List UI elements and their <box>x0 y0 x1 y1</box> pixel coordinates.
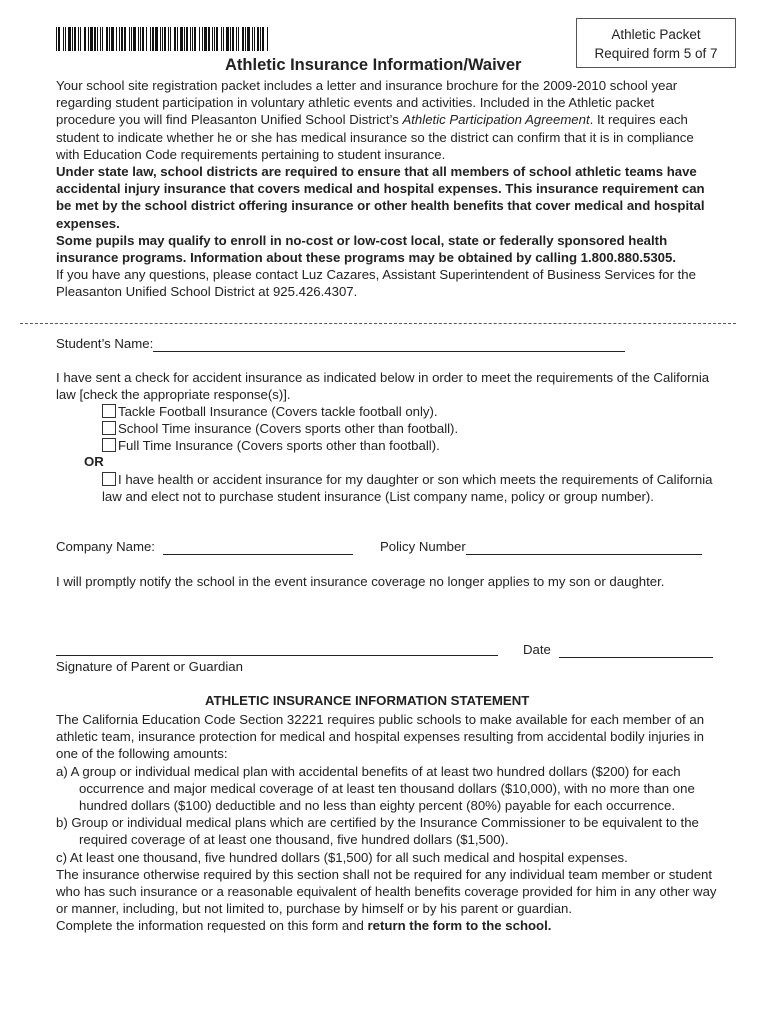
barcode-bar <box>260 27 261 51</box>
barcode-bar <box>267 27 268 51</box>
packet-line-1: Athletic Packet <box>611 27 701 42</box>
barcode-bar <box>121 27 123 51</box>
statement-item-b: b) Group or individual medical plans which are certified by the Insurance Commissioner to be equivalent to the required coverage of at least one thousand, five hundred dollars ($1,500). <box>56 815 699 848</box>
barcode-bar <box>194 27 196 51</box>
barcode-bar <box>164 27 166 51</box>
agreement-title: Athletic Participation Agreement <box>402 112 590 128</box>
barcode-bar <box>247 27 250 51</box>
barcode-bar <box>232 27 234 51</box>
option-tackle-football <box>102 403 438 420</box>
option-label: Tackle Football Insurance (Covers tackle football only). <box>118 404 438 419</box>
cut-line-divider <box>20 323 736 324</box>
statement-item-a: a) A group or individual medical plan with accidental benefits of at least two hundred dollars ($200) for each occurrence and major medical coverage of at least ten thousand dollars ($10,000), with no more than one hundred dollars ($100) deductible and no less than eighty percent (80%) payable for each occurrence. <box>56 763 695 814</box>
barcode-bar <box>65 27 66 51</box>
low-cost-paragraph: Some pupils may qualify to enroll in no-cost or low-cost local, state or federally sponsored health insurance programs. Information about these programs may be obtained by calling 1.800.880.5305. <box>56 232 677 266</box>
barcode-bar <box>186 27 188 51</box>
barcode-bar <box>214 27 215 51</box>
barcode-bar <box>254 27 255 51</box>
own-insurance-checkbox[interactable] <box>102 472 116 486</box>
date-row <box>523 642 713 658</box>
barcode-bar <box>190 27 191 51</box>
barcode-bar <box>58 27 60 51</box>
barcode-bar <box>152 27 154 51</box>
barcode-bar <box>97 27 98 51</box>
barcode-bar <box>109 27 110 51</box>
barcode-bar <box>192 27 193 51</box>
barcode-bar <box>78 27 79 51</box>
barcode-bar <box>245 27 246 51</box>
barcode-bar <box>202 27 203 51</box>
sent-check-text: I have sent a check for accident insurance as indicated below in order to meet the requirements of the California law [check the appropriate response(s)]. <box>56 370 710 403</box>
barcode-bar <box>212 27 213 51</box>
signature-label: Signature of Parent or Guardian <box>56 659 243 674</box>
company-name-field[interactable] <box>163 539 353 555</box>
intro-text-a: Your school site registration packet includes a letter and insurance brochure for the 2009-2010 school year regarding student participation in voluntary athletic events and activities. Included in the Athletic packet procedure you will find Pleasanton Unified School District’s <box>56 78 678 128</box>
barcode-bar <box>238 27 239 51</box>
barcode-bar <box>116 27 117 51</box>
intro-paragraph-1 <box>56 77 716 163</box>
barcode-bar <box>208 27 210 51</box>
statement-item-c: c) At least one thousand, five hundred dollars ($1,500) for all such medical and hospital expenses. <box>56 849 628 865</box>
statement-body <box>56 711 722 935</box>
page-title: Athletic Insurance Information/Waiver <box>225 56 522 74</box>
student-name-row <box>56 336 625 352</box>
barcode-bar <box>155 27 158 51</box>
barcode-bar <box>63 27 64 51</box>
barcode-bar <box>88 27 89 51</box>
barcode-bar <box>140 27 141 51</box>
barcode-bar <box>242 27 244 51</box>
barcode-bar <box>80 27 81 51</box>
barcode-bar <box>150 27 151 51</box>
barcode-bar <box>106 27 108 51</box>
packet-box <box>576 18 736 68</box>
state-law-paragraph: Under state law, school districts are required to ensure that all members of school athletic teams have accidental injury insurance that covers medical and hospital expenses. This insurance requirement can be met by the school district offering insurance or other health benefits that cover medical and hospital expenses. <box>56 164 705 231</box>
barcode-bar <box>133 27 136 51</box>
barcode-bar <box>236 27 237 51</box>
policy-number-label: Policy Number <box>380 539 466 554</box>
student-name-label: Student’s Name: <box>56 336 154 351</box>
tackle-football-checkbox[interactable] <box>102 404 116 418</box>
final-text: Complete the information requested on this form and <box>56 918 368 934</box>
barcode-bar <box>257 27 259 51</box>
company-name-row <box>56 539 353 555</box>
option-school-time <box>102 420 458 437</box>
barcode-bar <box>111 27 114 51</box>
intro-section <box>56 77 716 301</box>
contact-paragraph: If you have any questions, please contact Luz Cazares, Assistant Superintendent of Business Services for the Pleasanton Unified School District at 925.426.4307. <box>56 267 696 300</box>
barcode-bar <box>170 27 171 51</box>
signature-field[interactable] <box>56 641 498 656</box>
barcode-bar <box>94 27 96 51</box>
statement-closing: The insurance otherwise required by this section shall not be required for any individual team member or student who has such insurance or a reasonable equivalent of health benefits coverage provided for him in any other way or manner, including, but not limited to, purchase by himself or by his parent or guardian. <box>56 866 717 917</box>
barcode-bar <box>180 27 183 51</box>
barcode-bar <box>230 27 231 51</box>
barcode-bar <box>138 27 139 51</box>
packet-line-2: Required form 5 of 7 <box>594 46 718 61</box>
barcode-bar <box>221 27 222 51</box>
barcode-bar <box>102 27 103 51</box>
student-name-field[interactable] <box>153 336 625 352</box>
option-label: Full Time Insurance (Covers sports other than football). <box>118 438 440 453</box>
barcode-bar <box>184 27 185 51</box>
intro-text-b: . It requires each student to indicate whether he or she has medical insurance so the district can confirm that it is in compliance with Education Code requirements pertaining to student insurance. <box>56 112 694 162</box>
return-instruction: return the form to the school. <box>367 918 552 934</box>
barcode-bar <box>68 27 71 51</box>
date-label: Date <box>523 642 551 657</box>
statement-final <box>56 917 722 934</box>
barcode-bar <box>262 27 264 51</box>
policy-number-field[interactable] <box>466 539 702 555</box>
company-name-label: Company Name: <box>56 539 155 554</box>
barcode-bar <box>74 27 76 51</box>
barcode-bar <box>124 27 126 51</box>
barcode-bar <box>252 27 253 51</box>
barcode-bar <box>142 27 144 51</box>
option-full-time <box>102 437 440 454</box>
barcode-bar <box>168 27 169 51</box>
notify-text: I will promptly notify the school in the event insurance coverage no longer applies to my son or daughter. <box>56 574 665 589</box>
barcode-bar <box>177 27 178 51</box>
school-time-checkbox[interactable] <box>102 421 116 435</box>
barcode-bar <box>90 27 93 51</box>
option-label: School Time insurance (Covers sports other than football). <box>118 421 459 436</box>
barcode-bar <box>72 27 73 51</box>
statement-intro: The California Education Code Section 32221 requires public schools to make available for each member of an athletic team, insurance protection for medical and hospital expenses resulting from accidental bodily injuries in one of the following amounts: <box>56 712 705 762</box>
barcode-bar <box>216 27 218 51</box>
barcode-bar <box>100 27 101 51</box>
barcode-bar <box>226 27 229 51</box>
barcode-bar <box>162 27 163 51</box>
statement-heading: ATHLETIC INSURANCE INFORMATION STATEMENT <box>205 693 530 708</box>
barcode-bar <box>84 27 86 51</box>
barcode-bar <box>129 27 130 51</box>
barcode-bar <box>146 27 147 51</box>
barcode-bar <box>131 27 132 51</box>
barcode-bar <box>223 27 224 51</box>
barcode-bar <box>199 27 200 51</box>
date-field[interactable] <box>559 642 713 658</box>
barcode-bar <box>160 27 161 51</box>
own-insurance-option <box>102 471 716 505</box>
barcode-bar <box>119 27 120 51</box>
or-label: OR <box>84 454 104 469</box>
barcode-bar <box>56 27 57 51</box>
barcode-bar <box>174 27 176 51</box>
full-time-checkbox[interactable] <box>102 438 116 452</box>
policy-number-row <box>380 539 702 555</box>
barcode-bar <box>204 27 207 51</box>
own-insurance-text: I have health or accident insurance for my daughter or son which meets the requirements of California law and elect not to purchase student insurance (List company name, policy or group number). <box>102 472 713 505</box>
barcode <box>56 27 272 51</box>
